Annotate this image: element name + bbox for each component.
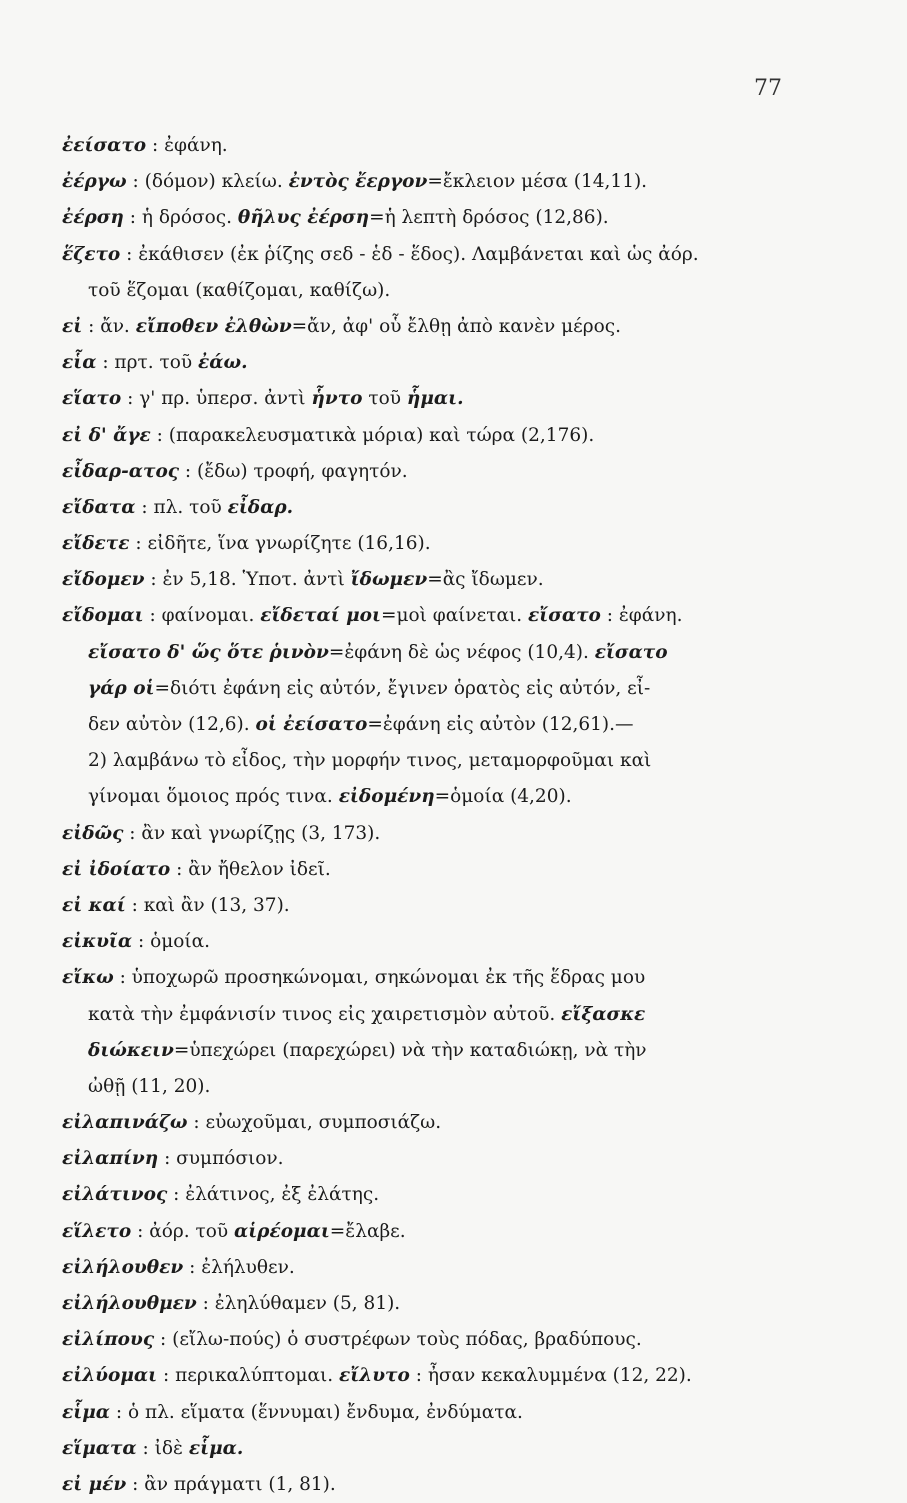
definition-text: : καὶ ἂν (13, 37).: [125, 894, 290, 916]
headword: γάρ οἱ: [88, 677, 155, 699]
definition-text: =ἔλαβε.: [329, 1220, 406, 1242]
definition-text: : (παρακελευσματικὰ μόρια) καὶ τώρα (2,176).: [150, 424, 595, 446]
definition-text: δεν αὐτὸν (12,6).: [88, 714, 256, 735]
definition-text: : ἐληλύθαμεν (5, 81).: [196, 1293, 401, 1314]
definition-text: : περικαλύπτομαι.: [157, 1365, 340, 1387]
definition-text: : ἀόρ. τοῦ: [131, 1220, 234, 1242]
definition-text: : ἄν.: [82, 315, 136, 337]
entry-line: [62, 418, 800, 454]
definition-text: =ἡ λεπτὴ δρόσος (12,86).: [369, 207, 609, 229]
headword: εἶδαρ.: [227, 496, 294, 518]
headword: ἧμαι.: [406, 388, 464, 410]
entry-continuation-line: [62, 743, 800, 779]
definition-text: ὠθῇ (11, 20).: [88, 1075, 211, 1097]
headword: εἴποθεν ἐλθὼν: [135, 315, 292, 337]
entry-line: [62, 128, 800, 164]
definition-text: : συμπόσιον.: [158, 1148, 284, 1170]
headword: εἵατο: [62, 388, 122, 410]
entry-continuation-line: [62, 1033, 800, 1069]
headword: εἰδομένη: [338, 786, 435, 808]
entry-continuation-line: [62, 635, 800, 671]
entry-line: [62, 1286, 800, 1322]
entry-continuation-line: [62, 273, 800, 309]
definition-text: : εὐωχοῦμαι, συμποσιάζω.: [187, 1112, 442, 1134]
entry-line: [62, 960, 800, 996]
definition-text: γίνομαι ὅμοιος πρός τινα.: [88, 786, 339, 808]
headword: εἰλήλουθμεν: [62, 1293, 197, 1314]
headword: εἴδεταί μοι: [260, 605, 381, 627]
headword: εἴκω: [62, 967, 114, 989]
headword: εἰλάτινος: [62, 1184, 168, 1206]
definition-text: : γ' πρ. ὑπερσ. ἀντὶ: [121, 388, 312, 410]
headword: εἰκυῖα: [62, 931, 133, 953]
definition-text: : (εἴλω-πούς) ὁ συστρέφων τοὺς πόδας, βραδύπους.: [154, 1329, 642, 1351]
headword: εἰλαπινάζω: [62, 1112, 188, 1134]
definition-text: =ἔκλειον μέσα (14,11).: [427, 171, 648, 193]
definition-text: =ἐφάνη δὲ ὡς νέφος (10,4).: [328, 641, 595, 663]
definition-text: : ἐν 5,18. Ὑποτ. ἀντὶ: [144, 569, 351, 591]
definition-text: : ἐκάθισεν (ἐκ ῥίζης σεδ - ἑδ - ἕδος). Λαμβάνεται καὶ ὡς ἀόρ.: [120, 243, 699, 265]
entry-line: [62, 309, 800, 345]
entry-line: [62, 1105, 800, 1141]
headword: εἰ ἰδοίατο: [62, 858, 171, 880]
definition-text: =διότι ἐφάνη εἰς αὐτόν, ἔγινεν ὁρατὸς εἰς αὐτόν, εἶ-: [154, 677, 651, 699]
headword: εἰ καί: [62, 894, 126, 916]
definition-text: τοῦ: [362, 388, 407, 410]
headword: ἧντο: [311, 388, 363, 410]
definition-text: : (δόμον) κλείω.: [126, 171, 289, 193]
entry-line: [62, 1214, 800, 1250]
headword: εἰ μέν: [62, 1473, 127, 1495]
entry-continuation-line: [62, 779, 800, 815]
definition-text: : ἂν ἤθελον ἰδεῖ.: [170, 858, 331, 880]
headword: εἷμα: [62, 1401, 110, 1423]
headword: ἴδωμεν: [350, 569, 428, 591]
headword: εἴξασκε: [561, 1003, 646, 1025]
headword: θῆλυς ἐέρση: [237, 207, 370, 229]
headword: εἴλυτο: [339, 1365, 410, 1387]
definition-text: : ἦσαν κεκαλυμμένα (12, 22).: [409, 1365, 692, 1387]
definition-text: : ὑποχωρῶ προσηκώνομαι, σηκώνομαι ἐκ τῆς ἕδρας μου: [113, 967, 646, 989]
entry-line: [62, 852, 800, 888]
headword: εἴδομαι: [62, 605, 144, 627]
headword: ἐέργω: [62, 171, 127, 193]
entry-line: [62, 924, 800, 960]
headword: εἴσατο δ' ὥς ὅτε ῥινὸν: [88, 641, 329, 663]
entry-line: [62, 816, 800, 852]
headword: εἰλύομαι: [62, 1365, 158, 1387]
definition-text: : πρτ. τοῦ: [96, 352, 198, 374]
headword: εἰλίπους: [62, 1329, 155, 1351]
entry-line: [62, 888, 800, 924]
page-number: 77: [754, 76, 782, 101]
headword: ἕζετο: [62, 243, 121, 265]
entry-continuation-line: [62, 671, 800, 707]
definition-text: =ὑπεχώρει (παρεχώρει) νὰ τὴν καταδιώκῃ, νὰ τὴν: [173, 1039, 647, 1061]
definition-text: τοῦ ἕζομαι (καθίζομαι, καθίζω).: [88, 279, 391, 301]
headword: εἷα: [62, 352, 97, 374]
headword: εἷμα.: [188, 1437, 244, 1459]
entry-line: [62, 1431, 800, 1467]
entry-line: [62, 562, 800, 598]
definition-text: : ἐφάνη.: [600, 605, 683, 627]
headword: ἐείσατο: [62, 135, 147, 156]
entry-line: [62, 345, 800, 381]
definition-text: : ἰδὲ: [136, 1437, 189, 1459]
headword: ἐέρση: [62, 207, 124, 229]
headword: ἐντὸς ἔεργον: [288, 171, 428, 193]
headword: εἴδομεν: [62, 569, 145, 591]
entry-list: [62, 128, 800, 1503]
definition-text: 2) λαμβάνω τὸ εἶδος, τὴν μορφήν τινος, μεταμορφοῦμαι καὶ: [88, 750, 652, 772]
definition-text: : ἐλάτινος, ἐξ ἐλάτης.: [167, 1184, 380, 1206]
headword: διώκειν: [88, 1039, 174, 1061]
entry-line: [62, 381, 800, 417]
definition-text: : εἰδῆτε, ἵνα γνωρίζητε (16,16).: [129, 533, 431, 555]
entry-line: [62, 200, 800, 236]
entry-line: [62, 1177, 800, 1213]
definition-text: : ὁ πλ. εἵματα (ἕννυμαι) ἔνδυμα, ἐνδύματα.: [109, 1401, 523, 1423]
definition-text: : ἂν καὶ γνωρίζῃς (3, 173).: [123, 822, 381, 844]
entry-line: [62, 490, 800, 526]
definition-text: =ἄν, ἀφ' οὗ ἔλθῃ ἀπὸ κανὲν μέρος.: [291, 315, 621, 337]
definition-text: : ἡ δρόσος.: [123, 207, 238, 229]
entry-line: [62, 1141, 800, 1177]
entry-line: [62, 1467, 800, 1503]
headword: ἐάω.: [197, 352, 248, 374]
entry-line: [62, 1358, 800, 1394]
definition-text: : ἐλήλυθεν.: [183, 1256, 295, 1278]
headword: εἶδαρ-ατος: [62, 460, 180, 482]
headword: εἴσατο: [528, 605, 601, 627]
definition-text: : πλ. τοῦ: [135, 496, 228, 518]
definition-text: =ὁμοία (4,20).: [434, 786, 572, 808]
headword: εἰλαπίνη: [62, 1148, 159, 1170]
headword: εἰλήλουθεν: [62, 1256, 184, 1278]
definition-text: =ἂς ἴδωμεν.: [427, 569, 544, 591]
definition-text: : ὁμοία.: [132, 931, 211, 953]
definition-text: κατὰ τὴν ἐμφάνισίν τινος εἰς χαιρετισμὸν αὐτοῦ.: [88, 1003, 562, 1025]
entry-line: [62, 237, 800, 273]
definition-text: =μοὶ φαίνεται.: [380, 605, 529, 627]
definition-text: : ἂν πράγματι (1, 81).: [126, 1473, 336, 1495]
entry-line: [62, 1395, 800, 1431]
entry-line: [62, 1250, 800, 1286]
definition-text: : φαίνομαι.: [143, 605, 261, 627]
definition-text: =ἐφάνη εἰς αὐτὸν (12,61).—: [367, 714, 634, 735]
entry-continuation-line: [62, 707, 800, 743]
headword: εἵλετο: [62, 1220, 132, 1242]
headword: εἴδατα: [62, 496, 136, 518]
entry-continuation-line: [62, 997, 800, 1033]
headword: εἰ δ' ἄγε: [62, 424, 151, 446]
headword: εἴδετε: [62, 533, 130, 555]
headword: εἴσατο: [594, 641, 668, 663]
headword: οἱ ἐείσατο: [255, 714, 368, 735]
entry-line: [62, 454, 800, 490]
entry-line: [62, 598, 800, 634]
entry-continuation-line: [62, 1069, 800, 1105]
headword: εἰ: [62, 315, 83, 337]
definition-text: : ἐφάνη.: [146, 135, 228, 156]
entry-line: [62, 526, 800, 562]
definition-text: : (ἔδω) τροφή, φαγητόν.: [179, 460, 408, 482]
entry-line: [62, 1322, 800, 1358]
headword: εἵματα: [62, 1437, 137, 1459]
entry-line: [62, 164, 800, 200]
headword: αἱρέομαι: [233, 1220, 330, 1242]
headword: εἰδῶς: [62, 822, 124, 844]
